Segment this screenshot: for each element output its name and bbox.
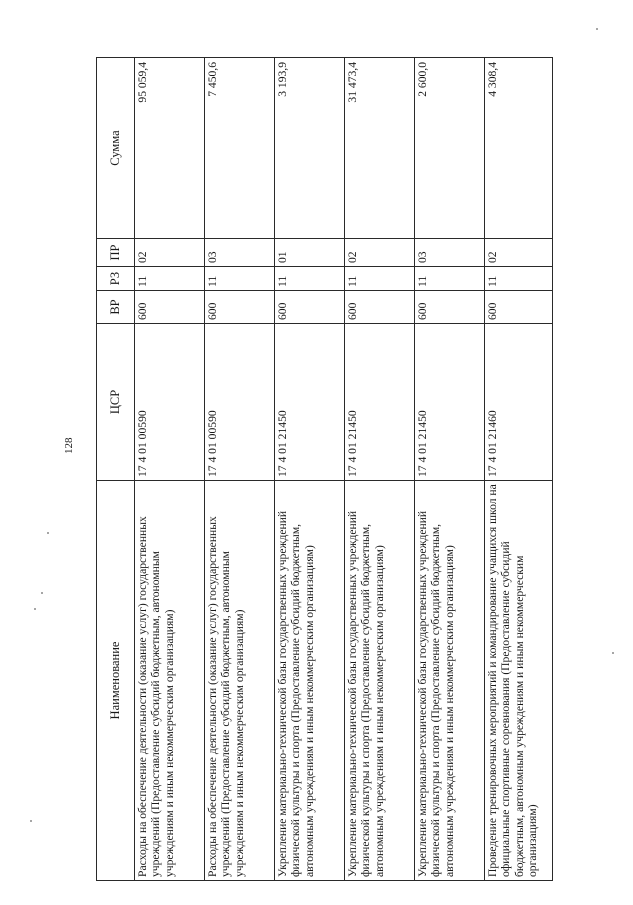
scan-speck: [612, 652, 614, 654]
header-name: Наименование: [97, 481, 135, 881]
row-vr: 600: [345, 291, 415, 324]
row-sum: 31 473,4: [345, 58, 415, 239]
row-csr: 17 4 01 21450: [345, 324, 415, 481]
table-row: [275, 58, 345, 881]
row-rz: 11: [485, 267, 553, 291]
table-row: [415, 58, 485, 881]
row-sum: 4 308,4: [485, 58, 553, 239]
scan-speck: [41, 592, 43, 594]
row-pr: 03: [205, 239, 275, 267]
row-name: Укрепление материально-технической базы государственных учреждений физической культуры и спорта (Предоставление субсидий бюджетным, автономным учреждениям и иным некоммерческим организациям): [345, 481, 415, 881]
page-number: 128: [63, 437, 75, 454]
row-vr: 600: [275, 291, 345, 324]
row-name: Расходы на обеспечение деятельности (оказание услуг) государственных учреждений (Предоставление субсидий бюджетным, автономным учреждениям и иным некоммерческим организациям): [205, 481, 275, 881]
scan-speck: [30, 820, 32, 822]
row-name: Укрепление материально-технической базы государственных учреждений физической культуры и спорта (Предоставление субсидий бюджетным, автономным учреждениям и иным некоммерческим организациям): [415, 481, 485, 881]
table-row: [135, 58, 205, 881]
row-pr: 01: [275, 239, 345, 267]
header-sum: Сумма: [97, 58, 135, 239]
table-row: [205, 58, 275, 881]
row-csr: 17 4 01 21450: [415, 324, 485, 481]
header-vr: ВР: [97, 291, 135, 324]
row-pr: 03: [415, 239, 485, 267]
row-rz: 11: [205, 267, 275, 291]
row-vr: 600: [205, 291, 275, 324]
budget-table: [96, 57, 553, 881]
row-csr: 17 4 01 00590: [205, 324, 275, 481]
header-pr: ПР: [97, 239, 135, 267]
row-sum: 7 450,6: [205, 58, 275, 239]
row-pr: 02: [135, 239, 205, 267]
row-sum: 2 600,0: [415, 58, 485, 239]
row-name: Расходы на обеспечение деятельности (оказание услуг) государственных учреждений (Предоставление субсидий бюджетным, автономным учреждениям и иным некоммерческим организациям): [135, 481, 205, 881]
row-rz: 11: [275, 267, 345, 291]
budget-table-rotated: [96, 58, 548, 881]
row-name: Укрепление материально-технической базы государственных учреждений физической культуры и спорта (Предоставление субсидий бюджетным, автономным учреждениям и иным некоммерческим организациям): [275, 481, 345, 881]
table-row: [345, 58, 415, 881]
row-csr: 17 4 01 21460: [485, 324, 553, 481]
row-vr: 600: [415, 291, 485, 324]
scan-speck: [34, 608, 36, 610]
header-csr: ЦСР: [97, 324, 135, 481]
row-rz: 11: [345, 267, 415, 291]
row-pr: 02: [485, 239, 553, 267]
row-vr: 600: [135, 291, 205, 324]
row-sum: 95 059,4: [135, 58, 205, 239]
row-csr: 17 4 01 00590: [135, 324, 205, 481]
table-row: [485, 58, 553, 881]
scan-speck: [47, 532, 49, 534]
row-pr: 02: [345, 239, 415, 267]
row-rz: 11: [135, 267, 205, 291]
row-name: Проведение тренировочных мероприятий и командирование учащихся школ на официальные спортивные соревнования (Предоставление субсидий бюджетным, автономным учреждениям и иным некоммерческим организациям): [485, 481, 553, 881]
row-csr: 17 4 01 21450: [275, 324, 345, 481]
scan-speck: [596, 28, 598, 30]
header-rz: РЗ: [97, 267, 135, 291]
row-vr: 600: [485, 291, 553, 324]
row-sum: 3 193,9: [275, 58, 345, 239]
table-header-row: [97, 58, 135, 881]
row-rz: 11: [415, 267, 485, 291]
